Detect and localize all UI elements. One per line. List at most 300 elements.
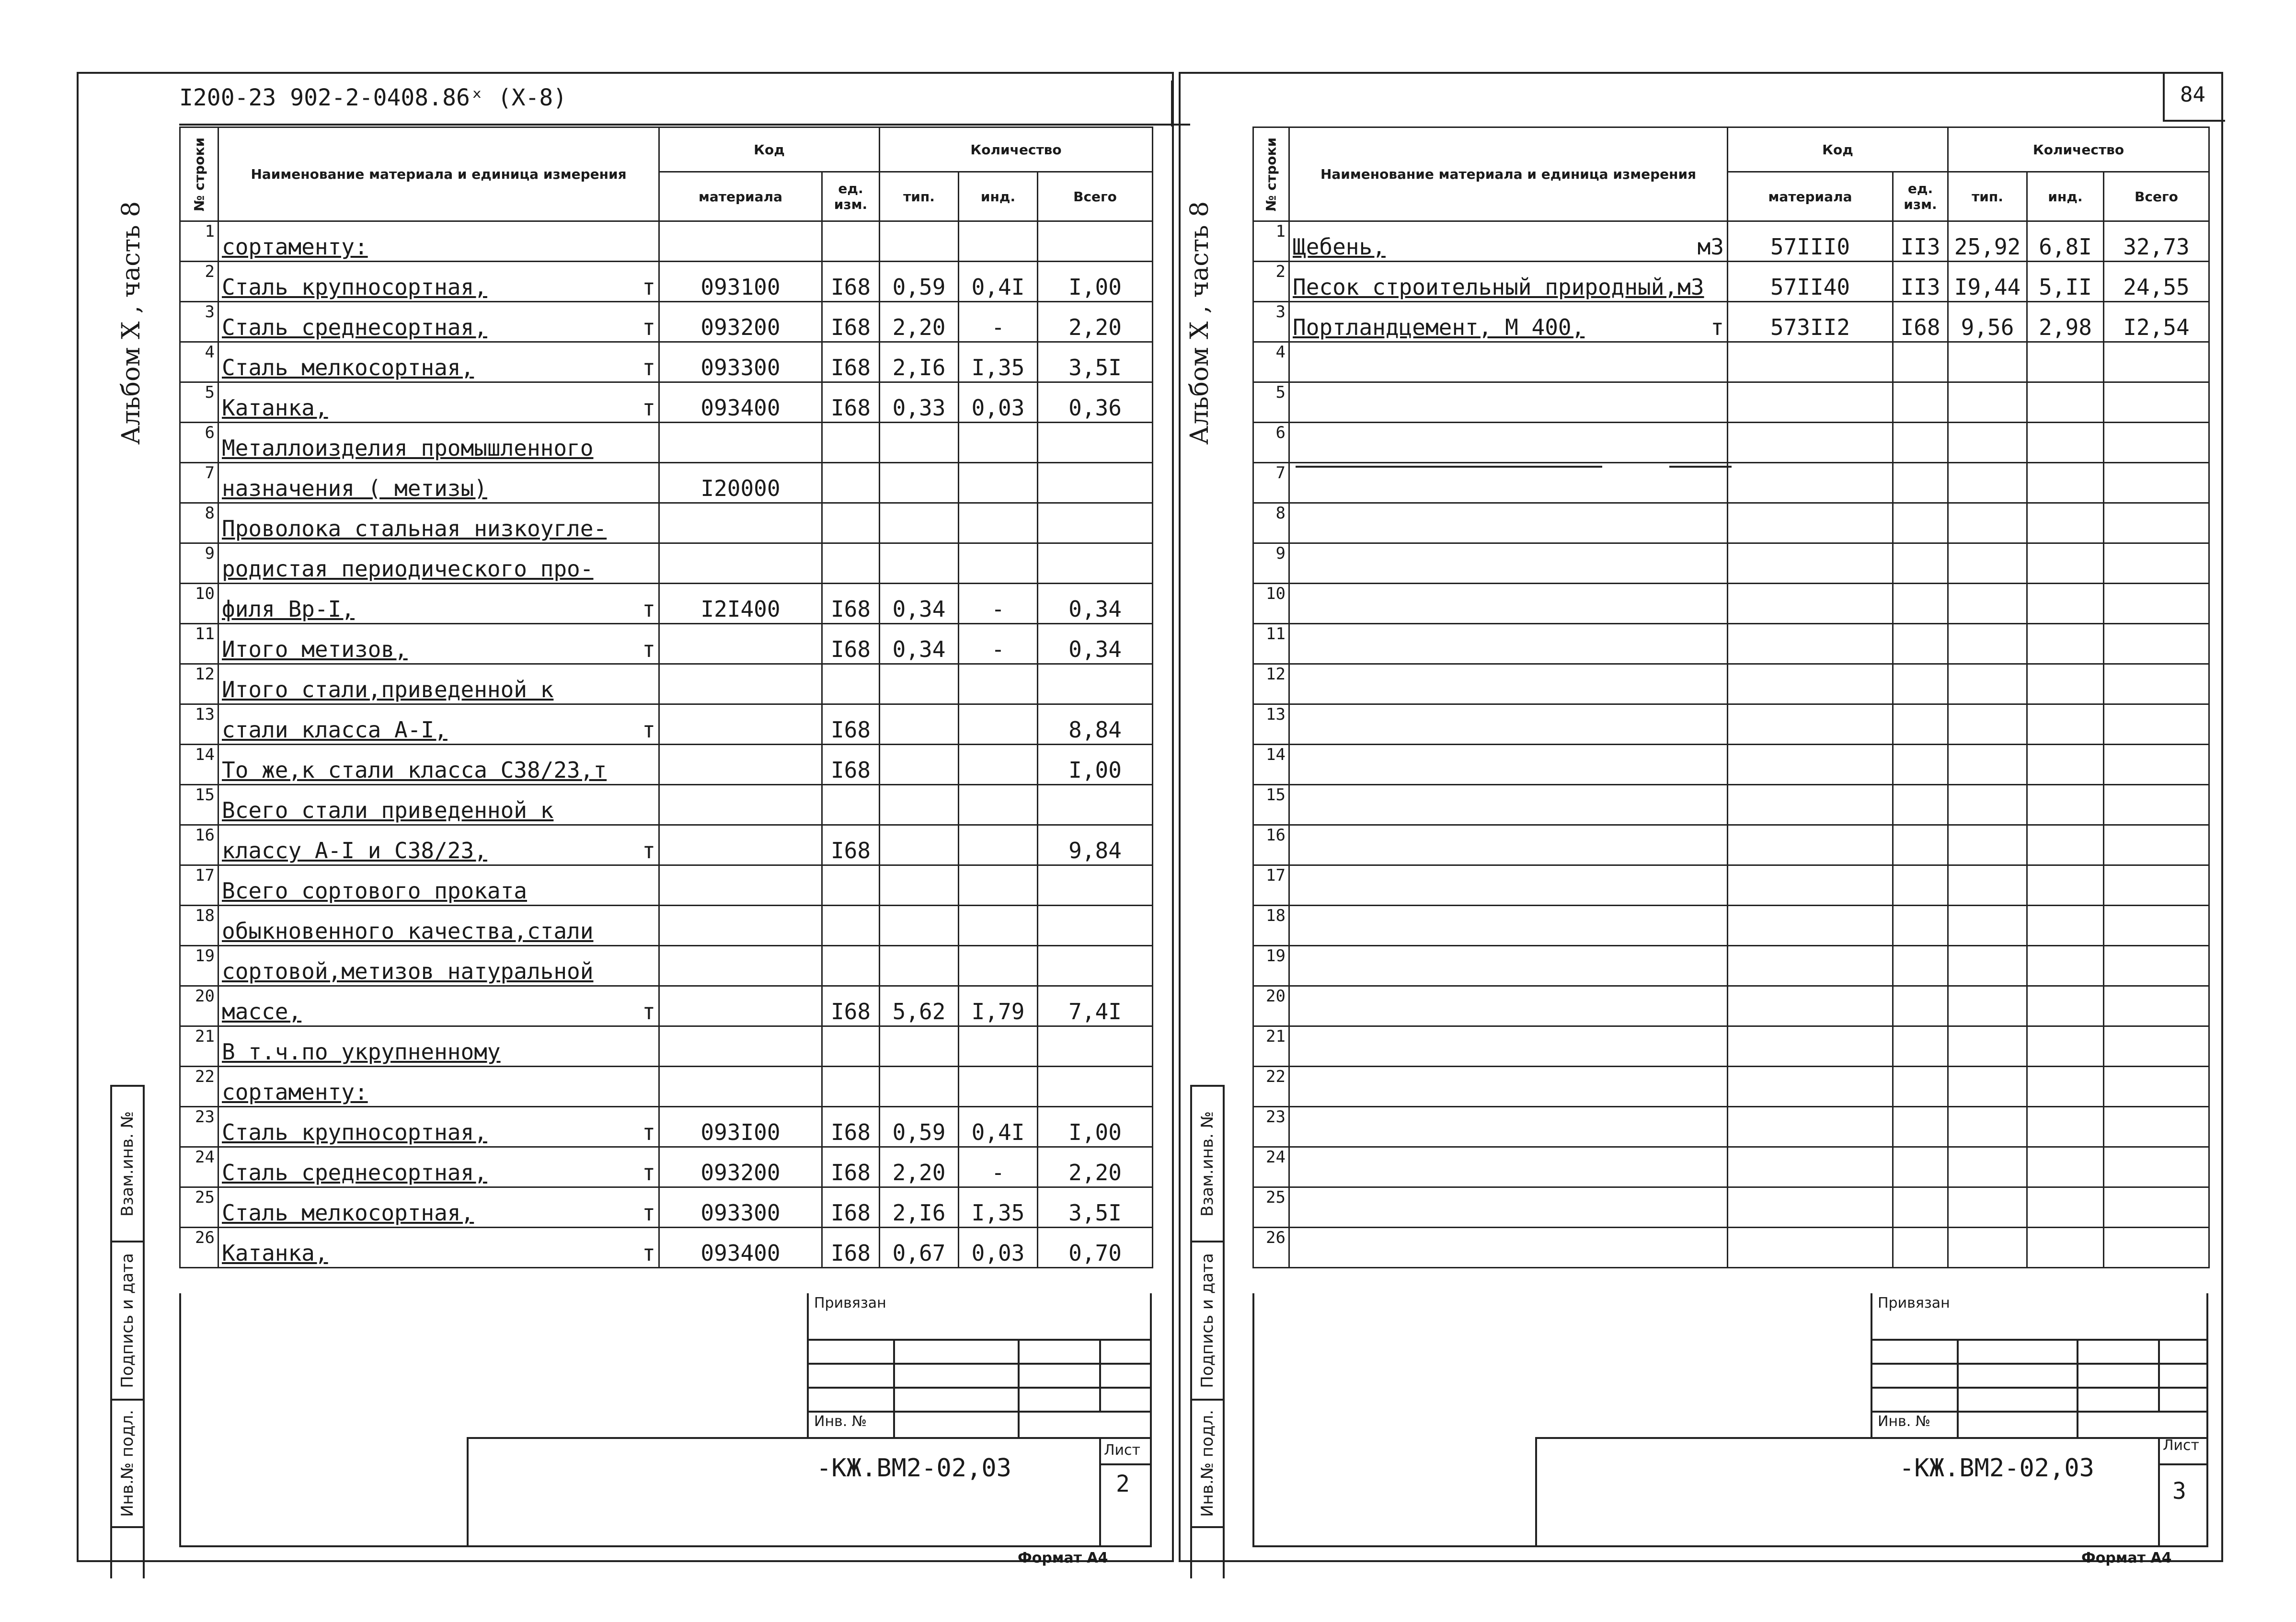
- material-code: [659, 664, 822, 704]
- qty-typ: [880, 745, 959, 785]
- table-row: [180, 1026, 1153, 1067]
- table-row: [180, 624, 1153, 664]
- table-row: [1253, 986, 2209, 1026]
- material-code: [659, 946, 822, 986]
- unit-label: т: [642, 717, 655, 743]
- qty-typ: [880, 785, 959, 825]
- album-label: Альбом X , часть 8: [117, 201, 146, 445]
- table-row: [1253, 423, 2209, 463]
- unit-code: [822, 906, 880, 946]
- rowno-header: № строки: [1253, 127, 1289, 221]
- table-row: [180, 664, 1153, 704]
- unit-code: I68: [822, 302, 880, 342]
- table-row: [180, 745, 1153, 785]
- qty-typ: [1948, 624, 2027, 664]
- qty-typ: 5,62: [880, 986, 959, 1026]
- row-number: 9: [180, 543, 218, 584]
- row-number: 13: [180, 704, 218, 745]
- material-name: Сталь среднесортная, т: [218, 1147, 659, 1187]
- table-row: [180, 584, 1153, 624]
- qty-ind: I,35: [959, 342, 1038, 382]
- material-name: [1289, 946, 1728, 986]
- row-number: 19: [1253, 946, 1289, 986]
- qty-total: [2104, 503, 2209, 543]
- unit-code: [822, 1026, 880, 1067]
- material-name: [1289, 624, 1728, 664]
- material-code: 093200: [659, 302, 822, 342]
- qty-total: [1038, 664, 1153, 704]
- qty-typ: [880, 1067, 959, 1107]
- qty-typ: 0,33: [880, 382, 959, 423]
- qty-total: [2104, 382, 2209, 423]
- qty-typ: 0,34: [880, 624, 959, 664]
- row-number: 5: [180, 382, 218, 423]
- unit-label: т: [642, 1160, 655, 1185]
- table-row: [180, 463, 1153, 503]
- unit-code: [822, 543, 880, 584]
- unit-label: т: [642, 596, 655, 622]
- material-code: [1728, 1147, 1893, 1187]
- table-row: [1253, 543, 2209, 584]
- qty-ind: I,35: [959, 1187, 1038, 1228]
- material-code: [659, 704, 822, 745]
- unit-label: м3: [1697, 234, 1724, 260]
- qty-ind: [2027, 986, 2104, 1026]
- qty-typ: [1948, 423, 2027, 463]
- qty-total: [2104, 543, 2209, 584]
- qty-total: 0,34: [1038, 584, 1153, 624]
- code-material-header: материала: [1728, 172, 1893, 221]
- qty-total: [2104, 785, 2209, 825]
- row-number: 8: [180, 503, 218, 543]
- material-code: 093400: [659, 1228, 822, 1268]
- material-name: [1289, 1228, 1728, 1268]
- qty-typ: [880, 1026, 959, 1067]
- qty-typ: [880, 543, 959, 584]
- table-row: [1253, 1228, 2209, 1268]
- code-unit-header: ед. изм.: [1893, 172, 1948, 221]
- qty-total: [2104, 1107, 2209, 1147]
- unit-code: [1893, 543, 1948, 584]
- material-code: [659, 745, 822, 785]
- unit-code: [1893, 1107, 1948, 1147]
- qty-ind: [959, 543, 1038, 584]
- unit-code: [1893, 664, 1948, 704]
- unit-code: [822, 664, 880, 704]
- qty-typ: [1948, 1107, 2027, 1147]
- material-name: [1289, 1187, 1728, 1228]
- qty-ind: [959, 503, 1038, 543]
- row-number: 9: [1253, 543, 1289, 584]
- qty-typ: [1948, 1187, 2027, 1228]
- unit-label: т: [642, 999, 655, 1024]
- tb-line: [467, 1437, 1152, 1439]
- table-row: [180, 221, 1153, 262]
- qty-ind-header: инд.: [959, 172, 1038, 221]
- stamp-inv-label: Инв.№ подл.: [1198, 1410, 1217, 1517]
- tb-vline: [2077, 1339, 2078, 1437]
- unit-code: [1893, 463, 1948, 503]
- unit-code: I68: [822, 1187, 880, 1228]
- row-number: 3: [180, 302, 218, 342]
- qty-typ: [880, 503, 959, 543]
- material-name: Итого метизов, т: [218, 624, 659, 664]
- stamp-sign-label: Подпись и дата: [1198, 1253, 1217, 1388]
- unit-label: т: [642, 1240, 655, 1266]
- material-name: классу А-I и С38/23, т: [218, 825, 659, 865]
- unit-label: т: [642, 1200, 655, 1226]
- name-header: Наименование материала и единица измерения: [1289, 127, 1728, 221]
- unit-code: [1893, 382, 1948, 423]
- qty-typ: [1948, 704, 2027, 745]
- unit-code: I68: [822, 262, 880, 302]
- tb-vline: [1957, 1339, 1959, 1437]
- unit-code: [822, 463, 880, 503]
- unit-label: т: [642, 636, 655, 662]
- unit-code: [1893, 584, 1948, 624]
- table-row: [1253, 262, 2209, 302]
- qty-total: [1038, 1026, 1153, 1067]
- row-number: 19: [180, 946, 218, 986]
- material-name: [1289, 382, 1728, 423]
- code-header: Код: [659, 127, 880, 172]
- qty-total: [2104, 825, 2209, 865]
- unit-code: [1893, 906, 1948, 946]
- material-name: [1289, 1147, 1728, 1187]
- row-number: 24: [180, 1147, 218, 1187]
- qty-ind: [2027, 543, 2104, 584]
- table-row: [1253, 302, 2209, 342]
- qty-total: 0,70: [1038, 1228, 1153, 1268]
- material-name: сортовой,метизов натуральной: [218, 946, 659, 986]
- qty-total: [2104, 1147, 2209, 1187]
- row-number: 6: [1253, 423, 1289, 463]
- row-number: 7: [1253, 463, 1289, 503]
- row-number: 17: [1253, 865, 1289, 906]
- table-row: [1253, 946, 2209, 986]
- qty-total: 9,84: [1038, 825, 1153, 865]
- material-name: массе, т: [218, 986, 659, 1026]
- row-number: 17: [180, 865, 218, 906]
- qty-typ: [1948, 986, 2027, 1026]
- qty-ind: [2027, 463, 2104, 503]
- material-code: [1728, 543, 1893, 584]
- row-number: 11: [1253, 624, 1289, 664]
- sheet-number: 2: [1116, 1471, 1130, 1497]
- tb-divider: [1871, 1293, 1872, 1437]
- qty-typ: [1948, 1228, 2027, 1268]
- table-row: [1253, 785, 2209, 825]
- material-table-right: [1252, 127, 2210, 1268]
- material-name: [1289, 584, 1728, 624]
- tb-vline: [893, 1339, 895, 1437]
- qty-ind: [959, 664, 1038, 704]
- qty-total: [2104, 624, 2209, 664]
- qty-ind: 0,4I: [959, 1107, 1038, 1147]
- table-row: [180, 503, 1153, 543]
- tb-line: [1871, 1411, 2208, 1413]
- qty-typ: 2,I6: [880, 1187, 959, 1228]
- album-label: Альбом X , часть 8: [1185, 201, 1214, 445]
- qty-total: [2104, 865, 2209, 906]
- material-name: [1289, 664, 1728, 704]
- unit-code: [1893, 785, 1948, 825]
- table-row: [180, 262, 1153, 302]
- qty-ind: [2027, 584, 2104, 624]
- stamp-replace-cell: [1192, 1085, 1223, 1241]
- material-code: 093300: [659, 1187, 822, 1228]
- stamp-sign-cell: [1192, 1241, 1223, 1399]
- unit-code: [1893, 946, 1948, 986]
- row-number: 18: [180, 906, 218, 946]
- table-row: [180, 1107, 1153, 1147]
- qty-ind: 6,8I: [2027, 221, 2104, 262]
- material-code: I2I400: [659, 584, 822, 624]
- qty-total: [2104, 906, 2209, 946]
- drawing-number: -КЖ.ВМ2-02,03: [816, 1454, 1011, 1483]
- header-strip: [179, 81, 1190, 124]
- inv-no-label: Инв. №: [814, 1413, 867, 1430]
- qty-ind: [2027, 1147, 2104, 1187]
- table-row: [180, 423, 1153, 463]
- qty-typ: 0,67: [880, 1228, 959, 1268]
- material-code: [659, 986, 822, 1026]
- unit-code: I68: [822, 624, 880, 664]
- table-row: [180, 382, 1153, 423]
- qty-total: 0,34: [1038, 624, 1153, 664]
- unit-code: [1893, 1147, 1948, 1187]
- qty-typ: 0,34: [880, 584, 959, 624]
- unit-code: [1893, 503, 1948, 543]
- material-name: Сталь мелкосортная, т: [218, 1187, 659, 1228]
- material-name: [1289, 342, 1728, 382]
- page-number-box: [2163, 74, 2225, 122]
- material-name: [1289, 745, 1728, 785]
- unit-label: т: [1711, 314, 1724, 340]
- qty-typ: [1948, 1067, 2027, 1107]
- format-label: Формат А4: [2081, 1550, 2172, 1566]
- material-name: [1289, 825, 1728, 865]
- qty-total: 32,73: [2104, 221, 2209, 262]
- material-name: Сталь среднесортная, т: [218, 302, 659, 342]
- stamp-inv-label: Инв.№ подл.: [118, 1410, 137, 1517]
- qty-typ: [880, 664, 959, 704]
- qty-ind: 0,03: [959, 382, 1038, 423]
- row-number: 20: [1253, 986, 1289, 1026]
- table-row: [1253, 382, 2209, 423]
- table-row: [180, 342, 1153, 382]
- stamp-column: [110, 1085, 145, 1578]
- qty-total: 8,84: [1038, 704, 1153, 745]
- qty-total: [2104, 584, 2209, 624]
- qty-ind: [2027, 906, 2104, 946]
- qty-ind: [959, 704, 1038, 745]
- qty-ind: [2027, 1026, 2104, 1067]
- tb-vline: [1099, 1437, 1101, 1547]
- table-row: [1253, 825, 2209, 865]
- qty-ind: I,79: [959, 986, 1038, 1026]
- unit-code: [822, 946, 880, 986]
- material-name: В т.ч.по укрупненному: [218, 1026, 659, 1067]
- qty-typ: [1948, 1026, 2027, 1067]
- unit-code: [1893, 986, 1948, 1026]
- unit-code: I68: [1893, 302, 1948, 342]
- qty-ind: [2027, 745, 2104, 785]
- stamp-column: [1190, 1085, 1225, 1578]
- qty-ind: 5,II: [2027, 262, 2104, 302]
- strike-line: [1669, 466, 1732, 468]
- material-code: [659, 503, 822, 543]
- row-number: 7: [180, 463, 218, 503]
- qty-total: [1038, 865, 1153, 906]
- qty-total: [1038, 503, 1153, 543]
- material-code: [1728, 1228, 1893, 1268]
- tb-vline: [1018, 1339, 1020, 1437]
- qty-typ: [880, 423, 959, 463]
- row-number: 2: [1253, 262, 1289, 302]
- qty-typ: [880, 906, 959, 946]
- material-name: [1289, 986, 1728, 1026]
- qty-ind: [2027, 1067, 2104, 1107]
- unit-label: т: [642, 314, 655, 340]
- qty-typ: [1948, 825, 2027, 865]
- qty-typ: [880, 946, 959, 986]
- unit-code: [1893, 342, 1948, 382]
- qty-total: I,00: [1038, 262, 1153, 302]
- unit-code: I68: [822, 825, 880, 865]
- qty-typ: 25,92: [1948, 221, 2027, 262]
- material-name: То же,к стали класса С38/23,т: [218, 745, 659, 785]
- qty-typ: [1948, 463, 2027, 503]
- table-row: [180, 906, 1153, 946]
- material-name: Итого стали,приведенной к: [218, 664, 659, 704]
- qty-typ: [880, 865, 959, 906]
- unit-code: [1893, 1026, 1948, 1067]
- material-code: [659, 543, 822, 584]
- qty-typ: [880, 221, 959, 262]
- stamp-sign-cell: [112, 1241, 143, 1399]
- qty-ind: [2027, 624, 2104, 664]
- row-number: 23: [1253, 1107, 1289, 1147]
- unit-code: [1893, 745, 1948, 785]
- qty-ind: [2027, 1187, 2104, 1228]
- unit-code: [1893, 865, 1948, 906]
- qty-total: [2104, 946, 2209, 986]
- qty-total: [1038, 221, 1153, 262]
- qty-typ: [1948, 664, 2027, 704]
- material-code: [659, 1026, 822, 1067]
- document-code: I200-23 902-2-0408.86ˣ (X-8): [179, 84, 567, 111]
- qty-typ: [880, 704, 959, 745]
- unit-code: I68: [822, 382, 880, 423]
- qty-total: [2104, 1228, 2209, 1268]
- table-row: [1253, 624, 2209, 664]
- table-row: [1253, 1187, 2209, 1228]
- unit-code: [1893, 1228, 1948, 1268]
- stamp-replace-label: Взам.инв. №: [1198, 1111, 1217, 1217]
- material-code: 093300: [659, 342, 822, 382]
- qty-typ: 2,20: [880, 302, 959, 342]
- qty-total: [2104, 423, 2209, 463]
- tb-line: [1535, 1437, 2208, 1439]
- material-name: стали класса А-I, т: [218, 704, 659, 745]
- row-number: 22: [1253, 1067, 1289, 1107]
- sheet-label: Лист: [1104, 1442, 1141, 1459]
- table-row: [1253, 1026, 2209, 1067]
- qty-typ: 2,20: [880, 1147, 959, 1187]
- qty-total: [2104, 1067, 2209, 1107]
- material-name: Проволока стальная низкоугле-: [218, 503, 659, 543]
- unit-code: [822, 423, 880, 463]
- unit-label: т: [642, 838, 655, 863]
- unit-label: т: [642, 355, 655, 380]
- row-number: 1: [1253, 221, 1289, 262]
- row-number: 1: [180, 221, 218, 262]
- material-name: [1289, 1067, 1728, 1107]
- qty-ind: [2027, 423, 2104, 463]
- name-header: Наименование материала и единица измерения: [218, 127, 659, 221]
- qty-ind: [959, 906, 1038, 946]
- unit-label: т: [642, 274, 655, 300]
- qty-ind: [959, 785, 1038, 825]
- qty-ind: 0,4I: [959, 262, 1038, 302]
- material-code: [659, 906, 822, 946]
- qty-total: [2104, 1026, 2209, 1067]
- material-name: назначения ( метизы): [218, 463, 659, 503]
- unit-code: [822, 865, 880, 906]
- material-code: [659, 423, 822, 463]
- table-row: [180, 1187, 1153, 1228]
- table-row: [1253, 342, 2209, 382]
- material-name: Катанка, т: [218, 1228, 659, 1268]
- material-code: [1728, 664, 1893, 704]
- code-unit-header: ед. изм.: [822, 172, 880, 221]
- row-number: 26: [180, 1228, 218, 1268]
- qty-typ: [1948, 382, 2027, 423]
- code-material-header: материала: [659, 172, 822, 221]
- unit-code: [1893, 423, 1948, 463]
- table-row: [1253, 584, 2209, 624]
- material-name: обыкновенного качества,стали: [218, 906, 659, 946]
- left-sheet: [77, 72, 1174, 1566]
- unit-code: II3: [1893, 262, 1948, 302]
- row-number: 2: [180, 262, 218, 302]
- unit-code: [1893, 1187, 1948, 1228]
- qty-ind: 2,98: [2027, 302, 2104, 342]
- qty-ind: [959, 463, 1038, 503]
- row-number: 20: [180, 986, 218, 1026]
- row-number: 21: [180, 1026, 218, 1067]
- table-row: [180, 1228, 1153, 1268]
- material-code: [659, 785, 822, 825]
- material-code: [1728, 382, 1893, 423]
- unit-label: т: [642, 1119, 655, 1145]
- material-name: [1289, 1107, 1728, 1147]
- tb-vline: [2158, 1339, 2160, 1411]
- unit-code: [1893, 825, 1948, 865]
- drawing-number: -КЖ.ВМ2-02,03: [1899, 1454, 2094, 1483]
- material-code: [1728, 785, 1893, 825]
- table-row: [1253, 463, 2209, 503]
- qty-ind: [2027, 946, 2104, 986]
- unit-code: II3: [1893, 221, 1948, 262]
- qty-total: 7,4I: [1038, 986, 1153, 1026]
- qty-ind: [959, 825, 1038, 865]
- table-row: [1253, 1067, 2209, 1107]
- table-row: [180, 704, 1153, 745]
- material-code: 093100: [659, 262, 822, 302]
- quantity-header: Количество: [1948, 127, 2209, 172]
